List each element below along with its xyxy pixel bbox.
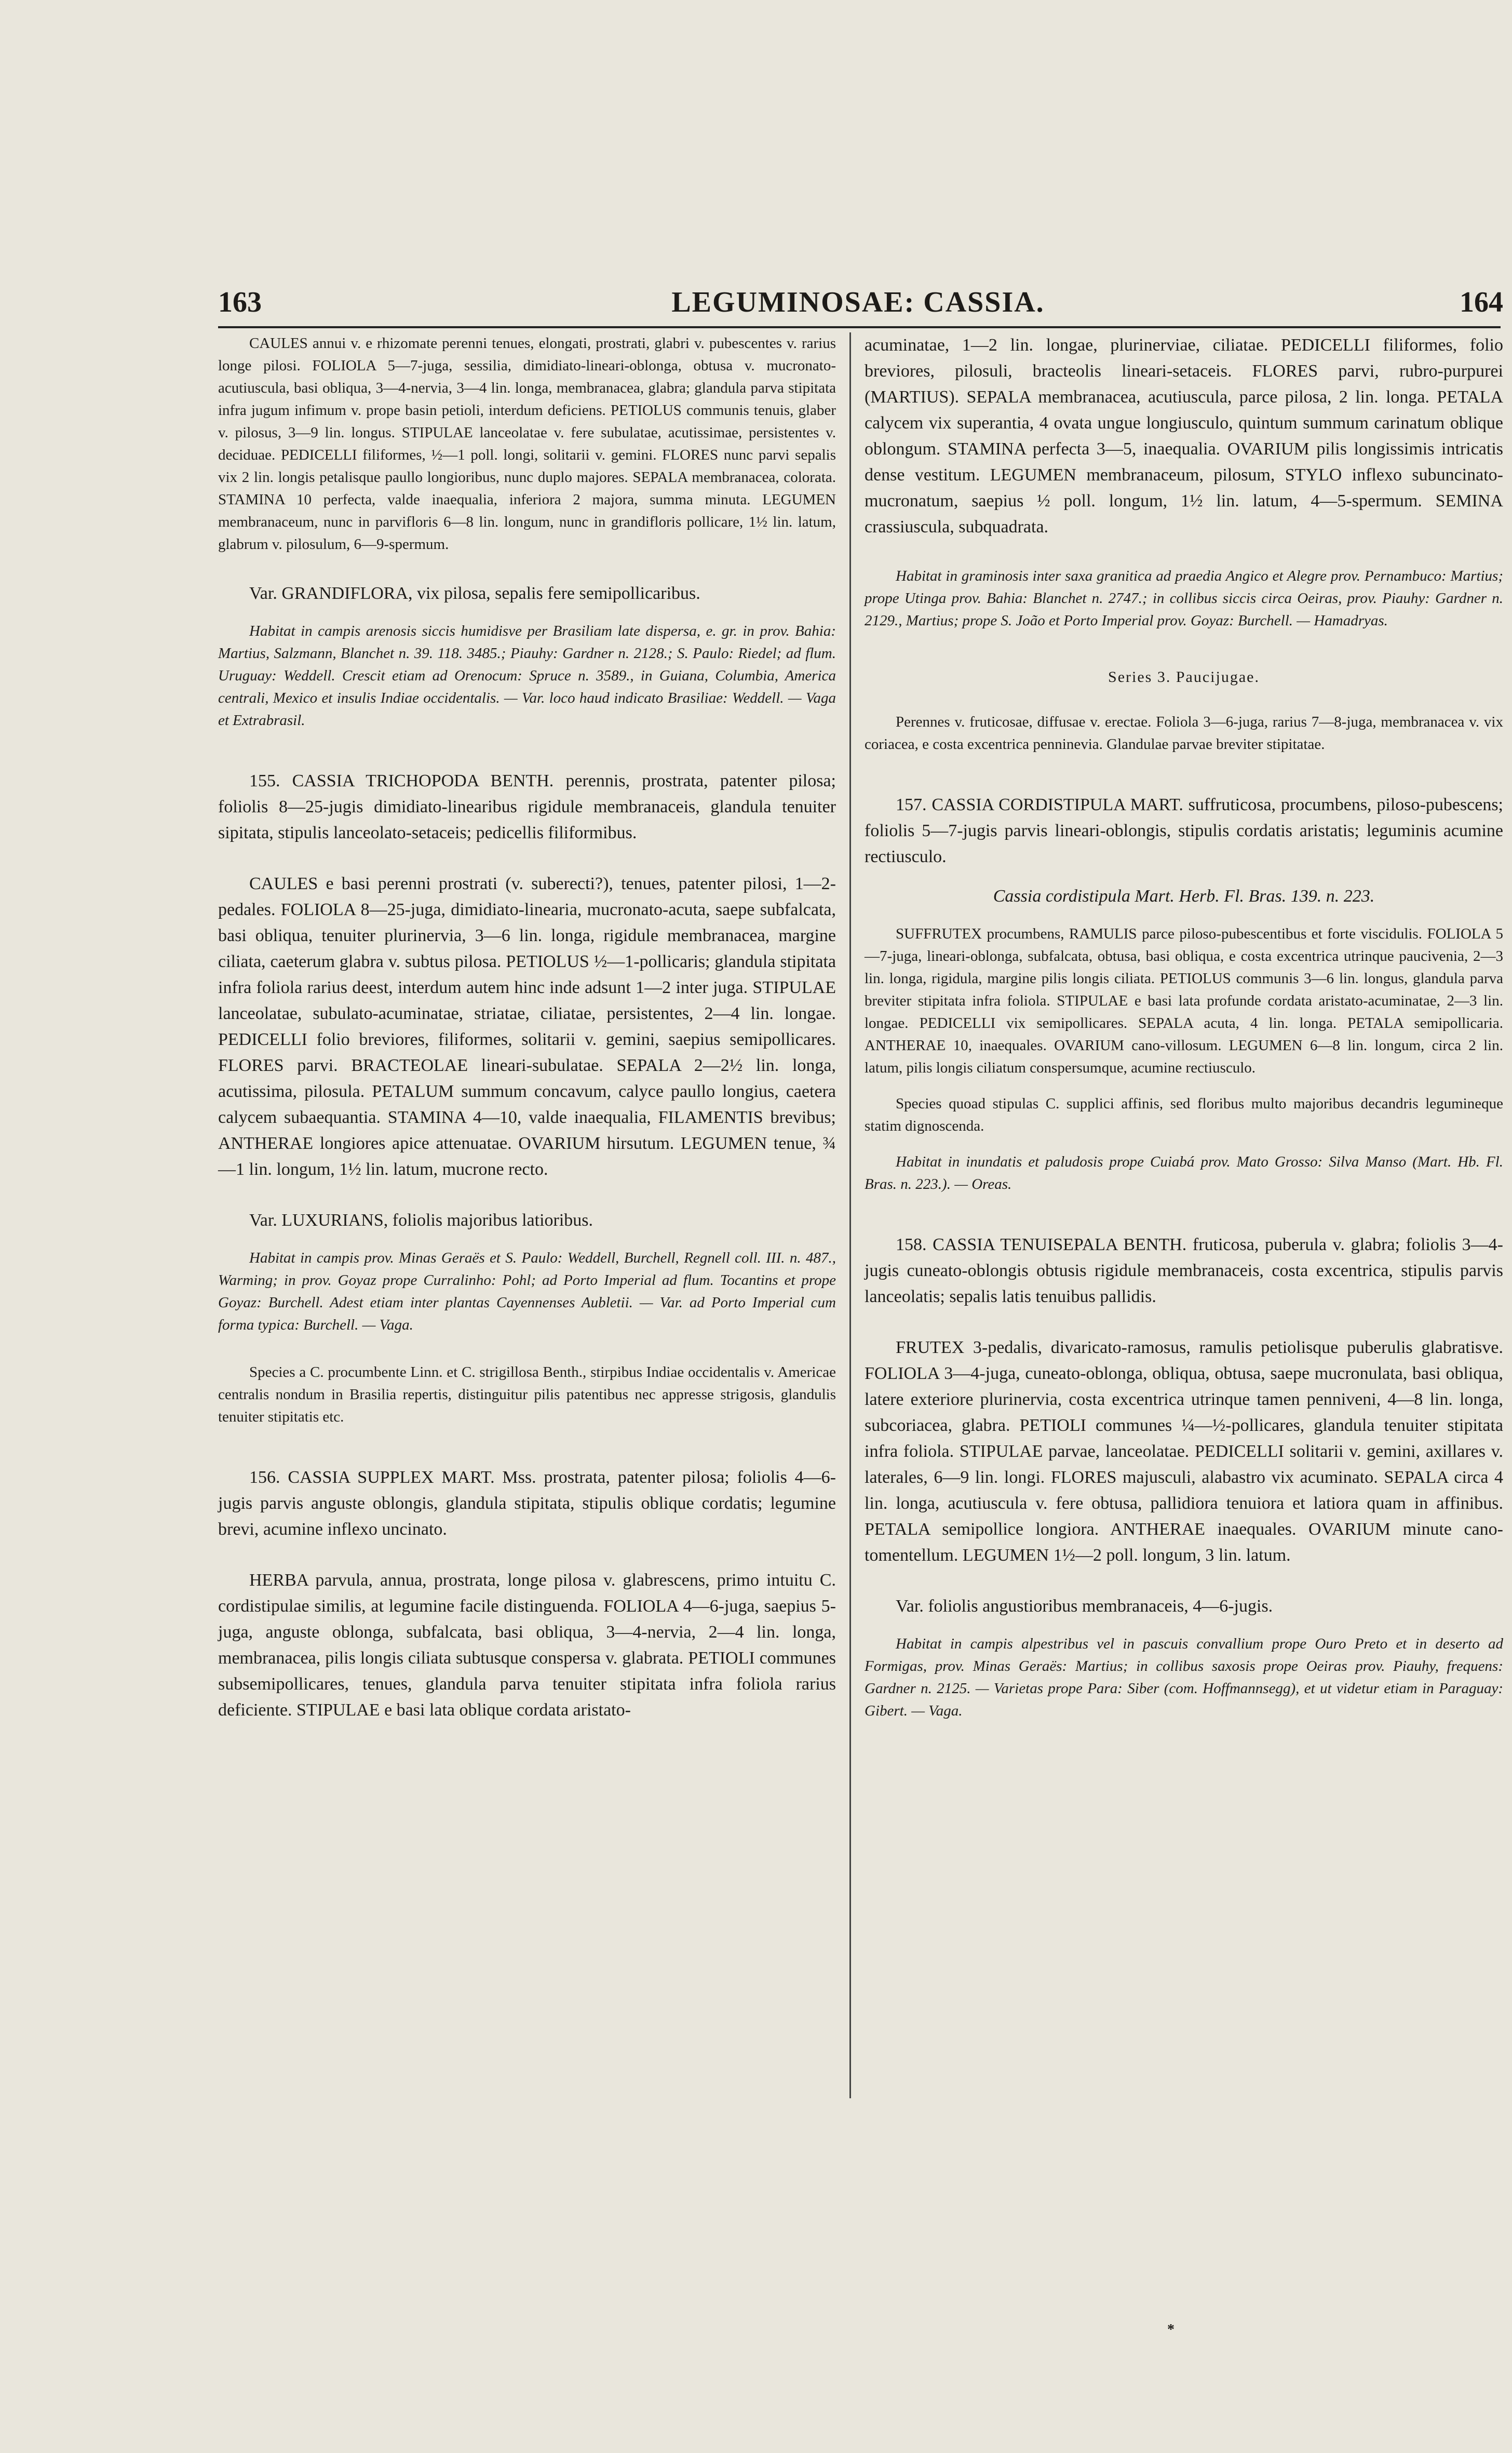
page-number-left: 163 (218, 286, 262, 318)
habitat-156: Habitat in graminosis inter saxa granitica ad praedia Angico et Alegre prov. Pernambuco: Martius; prope Utinga prov. Bahia: Blanchet n. 2747.; in collibus siccis circa Oeiras, prov. Piauhy: Gardner n. 2129., Martius; prope S. João et Porto Imperial prov. Goyaz: Burchell. — Hamadryas. (865, 568, 1503, 629)
desc-paragraph-154: CAULES annui v. e rhizomate perenni tenues, elongati, prostrati, glabri v. pubescentes v. rarius longe pilosi. FOLIOLA 5—7-juga, sessilia, dimidiato-lineari-oblonga, obtusa v. mucronato-acutiuscula, basi obliqua, 3—4-nervia, 3—4 lin. longa, membranacea, glabra; glandula parva stipitata infra jugum infimum v. prope basin petioli, interdum deficiens. PETIOLUS communis tenuis, glaber v. pilosus, 3—9 lin. longus. STIPULAE lanceolatae v. fere subulatae, acutissimae, persistentes v. deciduae. PEDICELLI filiformes, ½—1 poll. longi, solitarii v. gemini. FLORES nunc parvi sepalis vix 2 lin. longis petalisque paullo longioribus, nunc duplo majores. SEPALA membranacea, colorata. STAMINA 10 perfecta, valde inaequalia, inferiora 2 majora, summa minuta. LEGUMEN membranaceum, nunc in parvifloris 6—8 lin. longum, nunc in grandifloris pollicare, 1½ lin. latum, glabrum v. pilosulum, 6—9-spermum. (218, 335, 836, 553)
species-158-heading: 158. CASSIA TENUISEPALA BENTH. fruticosa, puberula v. glabra; foliolis 3—4-jugis cuneato-oblongis obtusis rigidule membranaceis, costa excentrica, stipulis parvis lanceolatis; sepalis latis tenuibus pallidis. (865, 1235, 1503, 1306)
variety-grandiflora: Var. GRANDIFLORA, vix pilosa, sepalis fere semipollicaribus. (249, 584, 700, 603)
right-column (865, 332, 1503, 1722)
habitat-158: Habitat in campis alpestribus vel in pascuis convallium prope Ouro Preto et in deserto ad Formigas, prov. Minas Geraës: Martius; in collibus saxosis prope Oeiras prov. Piauhy, frequens: Gardner n. 2125. — Varietas prope Para: Siber (com. Hoffmannsegg), et ut videtur etiam in Paraguay: Gibert. — Vaga. (865, 1636, 1503, 1719)
note-155: Species a C. procumbente Linn. et C. strigillosa Benth., stirpibus Indiae occidentalis v. Americae centralis nondum in Brasilia repertis, distinguitur pilis patentibus nec appresse strigosis, glandulis tenuiter stipitatis etc. (218, 1364, 836, 1425)
species-156-heading: 156. CASSIA SUPPLEX MART. Mss. prostrata, patenter pilosa; foliolis 4—6-jugis parvis anguste oblongis, glandula stipitata, stipulis oblique cordatis; legumine brevi, acumine inflexo uncinato. (218, 1468, 836, 1539)
habitat-157: Habitat in inundatis et paludosis prope Cuiabá prov. Mato Grosso: Silva Manso (Mart. Hb. Fl. Bras. n. 223.). — Oreas. (865, 1154, 1503, 1192)
left-column (218, 332, 836, 1723)
column-divider (849, 332, 851, 2098)
series-heading: Series 3. Paucijugae. (1108, 668, 1260, 686)
species-158-description: FRUTEX 3-pedalis, divaricato-ramosus, ramulis petiolisque puberulis glabratisve. FOLIOLA 3—4-juga, cuneato-oblonga, obliqua, obtusa, saepe mucronulata, basi obliqua, latere exteriore plurinervia, costa excentrica utrinque tamen penniveni, 4—8 lin. longa, subcoriacea, glabra. PETIOLI communes ¼—½-pollicares, glandula tenuiter stipitata infra foliola. STIPULAE parvae, lanceolatae. PEDICELLI solitarii v. gemini, axillares v. laterales, 6—9 lin. longi. FLORES majusculi, alabastro vix acuminato. SEPALA circa 4 lin. longa, acutiuscula v. fere obtusa, pallidiora tenuiora et latiora quam in affinibus. PETALA semipollice longiora. ANTHERAE inaequales. OVARIUM minute cano-tomentellum. LEGUMEN 1½—2 poll. longum, 3 lin. latum. (865, 1338, 1503, 1565)
species-156-description: HERBA parvula, annua, prostrata, longe pilosa v. glabrescens, primo intuitu C. cordistipulae similis, at legumine facile distinguenda. FOLIOLA 4—6-juga, saepius 5-juga, anguste oblonga, subfalcata, basi obliqua, 3—4-nervia, 2—4 lin. longa, membranacea, pilis longis ciliata subtusque conspersa v. glabrata. PETIOLI communes subsemipollicares, tenues, glandula parva tenuiter stipitata infra foliola rarius deficiente. STIPULAE e basi lata oblique cordata aristato- (218, 1571, 836, 1720)
header-rule (218, 326, 1501, 328)
note-157: Species quoad stipulas C. supplici affinis, sed floribus multo majoribus decandris legumineque statim dignoscenda. (865, 1095, 1503, 1134)
variety-luxurians: Var. LUXURIANS, foliolis majoribus latioribus. (249, 1211, 593, 1230)
species-157-description: SUFFRUTEX procumbens, RAMULIS parce piloso-pubescentibus et forte viscidulis. FOLIOLA 5—7-juga, lineari-oblonga, subfalcata, obtusa, basi obliqua, e costa excentrica utrinque paucivenia, 2—3 lin. longa, rigidula, margine pilis longis ciliata. PETIOLUS communis 3—6 lin. longus, glandula parva breviter stipitata infra foliola. STIPULAE e basi lata profunde cordata aristato-acuminatae, 2—3 lin. longae. PEDICELLI vix semipollicares. SEPALA acuta, 4 lin. longa. PETALA semipollicaria. ANTHERAE 10, inaequales. OVARIUM cano-villosum. LEGUMEN 6—8 lin. longum, circa 2 lin. latum, pilis longis ciliatum conspersumque, acumine rectiusculo. (865, 926, 1503, 1076)
variety-158: Var. foliolis angustioribus membranaceis, 4—6-jugis. (896, 1597, 1273, 1616)
species-155-description: CAULES e basi perenni prostrati (v. suberecti?), tenues, patenter pilosi, 1—2-pedales. FOLIOLA 8—25-juga, dimidiato-linearia, mucronato-acuta, saepe subfalcata, basi obliqua, tenuiter plurinervia, 3—6 lin. longa, rigidule membranacea, margine ciliata, caeterum glabra v. subtus pilosa. PETIOLUS ½—1-pollicaris; glandula stipitata infra foliola rarius deest, interdum autem hinc inde adsunt 1—2 inter juga. STIPULAE lanceolatae, subulato-acuminatae, striatae, ciliatae, persistentes, 2—4 lin. longae. PEDICELLI folio breviores, filiformes, solitarii v. gemini, saepius semipollicares. FLORES parvi. BRACTEOLAE lineari-subulatae. SEPALA 2—2½ lin. longa, acutissima, pilosula. PETALUM summum concavum, calyce paullo longius, caetera calycem subaequantia. STAMINA 4—10, valde inaequalia, FILAMENTIS brevibus; ANTHERAE longiores apice attenuatae. OVARIUM hirsutum. LEGUMEN tenue, ¾—1 lin. longum, 1½ lin. latum, mucrone recto. (218, 874, 836, 1179)
page-title: LEGUMINOSAE: CASSIA. (671, 286, 1045, 318)
habitat-155: Habitat in campis prov. Minas Geraës et S. Paulo: Weddell, Burchell, Regnell coll. III. n. 487., Warming; in prov. Goyaz prope Curralinho: Pohl; ad Porto Imperial ad flum. Tocantins et prope Goyaz: Burchell. Adest etiam inter plantas Cayennenses Aubletii. — Var. ad Porto Imperial cum forma typica: Burchell. — Vaga. (218, 1250, 836, 1333)
species-155-heading: 155. CASSIA TRICHOPODA BENTH. perennis, prostrata, patenter pilosa; foliolis 8—25-jugis dimidiato-linearibus rigidule membranaceis, glandula tenuiter sipitata, stipulis lanceolato-setaceis; pedicellis filiformibus. (218, 771, 836, 842)
species-156-continued: acuminatae, 1—2 lin. longae, plurinerviae, ciliatae. PEDICELLI filiformes, folio breviores, pilosuli, bracteolis lineari-setaceis. FLORES parvi, rubro-purpurei (MARTIUS). SEPALA membranacea, acutiuscula, parce pilosa, 2 lin. longa. PETALA calycem vix superantia, 4 ovata ungue longiusculo, quintum summum carinatum oblique oblongum. STAMINA perfecta 3—5, inaequalia. OVARIUM pilis longissimis intricatis dense vestitum. LEGUMEN membranaceum, pilosum, STYLO inflexo subuncinato-mucronatum, saepius ½ poll. longum, 1½ lin. latum, 4—5-spermum. SEMINA crassiuscula, subquadrata. (865, 336, 1503, 537)
signature-mark: * (1167, 2322, 1174, 2338)
running-header (213, 283, 1503, 319)
series-description: Perennes v. fruticosae, diffusae v. erectae. Foliola 3—6-juga, rarius 7—8-juga, membranacea v. vix coriacea, e costa excentrica penninevia. Glandulae parvae breviter stipitatae. (865, 714, 1503, 753)
species-157-synonym: Cassia cordistipula Mart. Herb. Fl. Bras. 139. n. 223. (993, 887, 1375, 906)
page-number-right: 164 (1460, 286, 1503, 318)
species-157-heading: 157. CASSIA CORDISTIPULA MART. suffruticosa, procumbens, piloso-pubescens; foliolis 5—7-jugis parvis lineari-oblongis, stipulis cordatis aristatis; leguminis acumine rectiusculo. (865, 795, 1503, 866)
habitat-154: Habitat in campis arenosis siccis humidisve per Brasiliam late dispersa, e. gr. in prov. Bahia: Martius, Salzmann, Blanchet n. 39. 118. 3485.; Piauhy: Gardner n. 2128.; S. Paulo: Riedel; ad flum. Uruguay: Weddell. Crescit etiam ad Orenocum: Spruce n. 3589., in Guiana, Columbia, America centrali, Mexico et insulis Indiae occidentalis. — Var. loco haud indicato Brasiliae: Weddell. — Vaga et Extrabrasil. (218, 623, 836, 729)
